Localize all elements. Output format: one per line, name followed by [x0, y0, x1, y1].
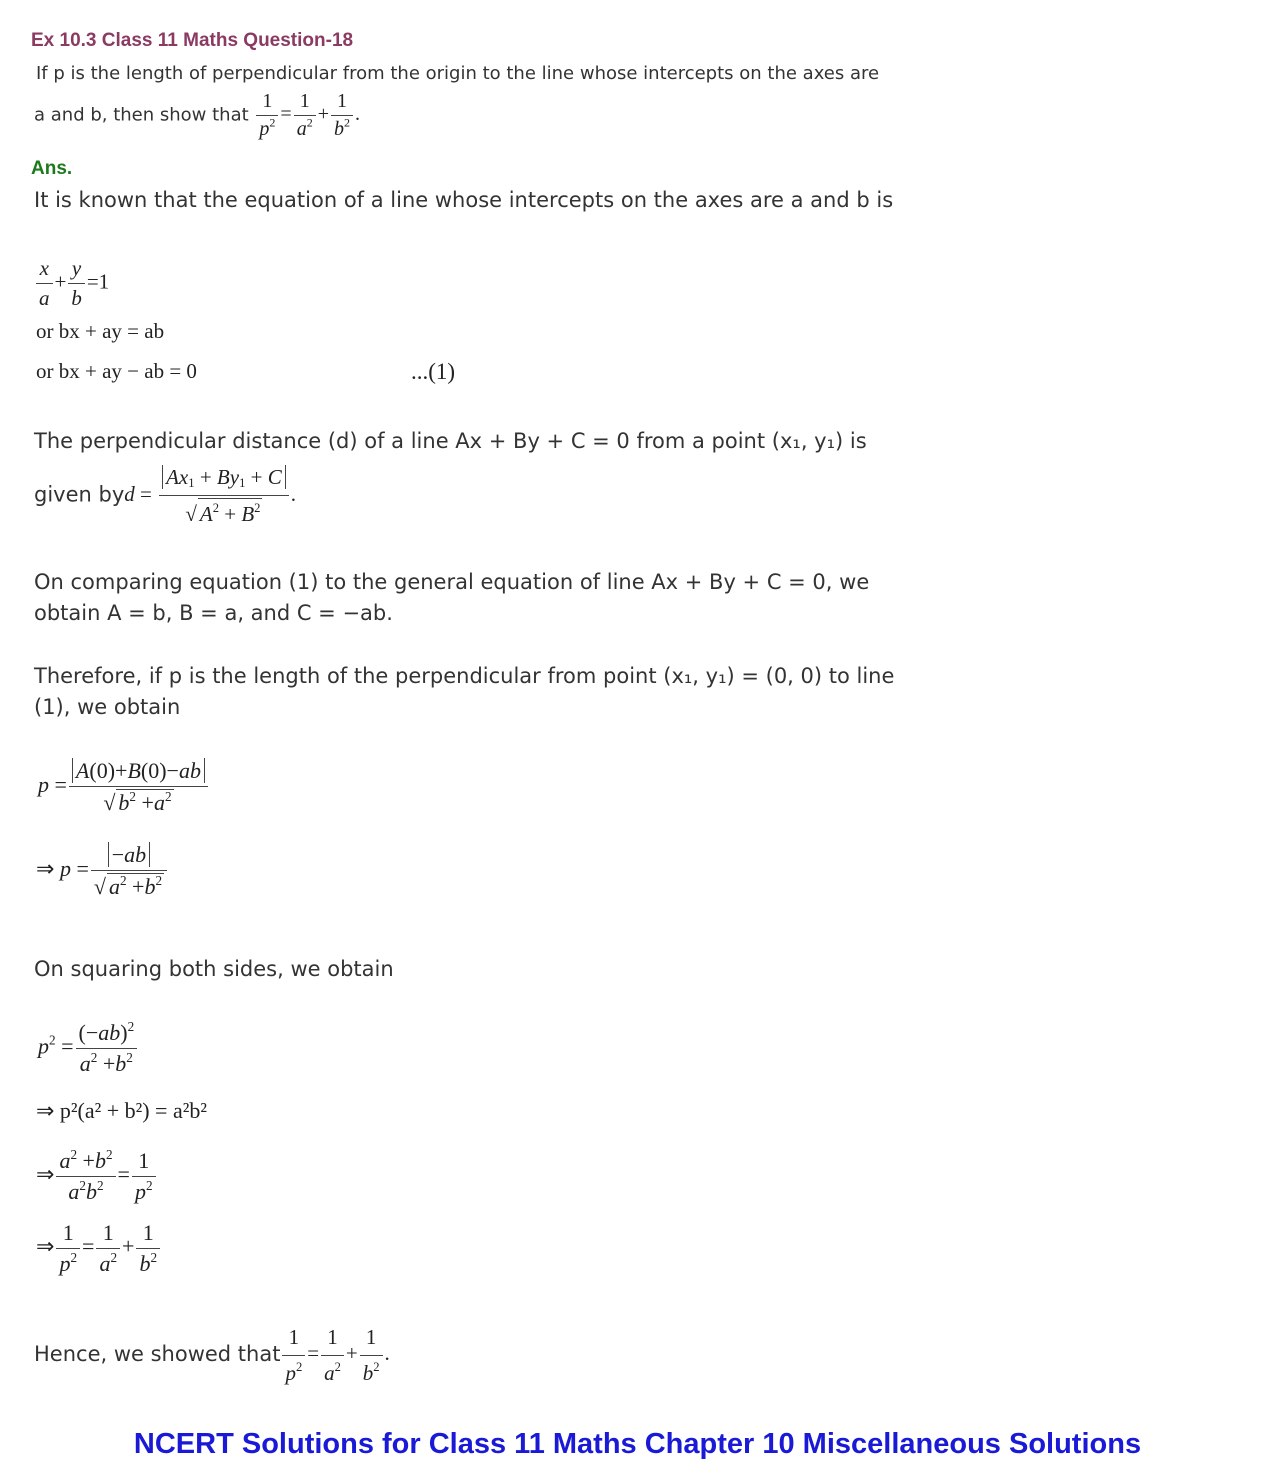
compare-line-1: On comparing equation (1) to the general equation of line Ax + By + C = 0, we: [34, 570, 870, 594]
therefore-line-1: Therefore, if p is the length of the perpendicular from point (x₁, y₁) = (0, 0) to line: [34, 664, 895, 688]
conclusion-prefix: Hence, we showed that: [34, 1341, 281, 1366]
question-formula: $\frac{1}{p^2}$ = $\frac{1}{a^2}$ + $\frac{1}{b^2}$ .: [254, 103, 360, 125]
question-line-2: [34, 90, 360, 141]
distance-line-2-prefix: given by: [34, 482, 125, 507]
question-title: Ex 10.3 Class 11 Maths Question-18: [31, 30, 354, 51]
answer-label: Ans.: [31, 158, 73, 179]
compare-line-2: obtain A = b, B = a, and C = −ab.: [34, 601, 393, 625]
squaring-text: On squaring both sides, we obtain: [34, 957, 394, 981]
square-step-2: ⇒ p²(a² + b²) = a²b²: [36, 1098, 207, 1123]
conclusion-formula: $\frac{1}{p^2}$ = $\frac{1}{a^2}$ + $\frac{1}{b^2}$ .: [280, 1341, 389, 1365]
equation-step-2: or bx + ay = ab: [36, 319, 165, 343]
therefore-line-2: (1), we obtain: [34, 695, 181, 719]
square-step-3: ⇒ $\frac{a^2 +b^2}{a^2b^2}$ = $\frac{1}{p^2}$: [36, 1148, 158, 1205]
square-step-1: $p^2$ = $\frac{(-ab)^2}{a^2 +b^2}$: [38, 1020, 139, 1077]
p-step-1: p = $\frac{A(0)+B(0)-ab}{√ b^2 +a^2}$: [38, 758, 210, 816]
distance-line-2: [34, 462, 296, 530]
question-line-1: If p is the length of perpendicular from the origin to the line whose intercepts on the axes are: [36, 63, 880, 84]
distance-line-1: The perpendicular distance (d) of a line Ax + By + C = 0 from a point (x₁, y₁) is: [34, 429, 867, 453]
conclusion: [34, 1322, 390, 1389]
p-step-2: ⇒ p = $\frac{-ab}{√ a^2 +b^2}$: [36, 842, 169, 900]
question-line-2-prefix: a and b, then show that: [34, 104, 249, 126]
equation-step-3: or bx + ay − ab = 0: [36, 359, 197, 383]
distance-formula: d = $\frac{Ax_1 + By_1 + C}{√ A^2 + B^2}$ .: [124, 482, 296, 506]
answer-intro: It is known that the equation of a line whose intercepts on the axes are a and b is: [34, 188, 894, 212]
footer-link[interactable]: NCERT Solutions for Class 11 Maths Chapter 10 Miscellaneous Solutions: [133, 1428, 1142, 1460]
square-step-4: ⇒ $\frac{1}{p^2}$ = $\frac{1}{a^2}$ + $\frac{1}{b^2}$: [36, 1220, 162, 1277]
equation-reference: ...(1): [411, 359, 456, 384]
equation-intercept-form: $\frac{x}{a}$ + $\frac{y}{b}$ =1: [34, 256, 109, 311]
